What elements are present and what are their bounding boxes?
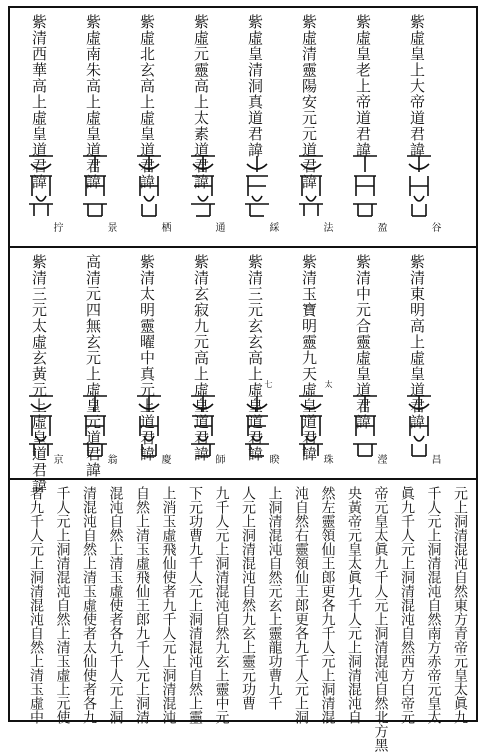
- entry-tag: 慶: [159, 454, 170, 464]
- margin-note: 七: [264, 380, 273, 388]
- seal-glyph: [404, 150, 434, 220]
- seal-glyph: [26, 390, 56, 460]
- entry-text: 紫清中元合靈虛皇道君諱: [354, 254, 372, 430]
- text-column: 帝元皇太眞九千人元上洞清混沌自然北方黑: [372, 486, 389, 752]
- seal-glyph: [188, 390, 218, 460]
- entry-text: 高清元四無玄元上虛皇元道君諱: [84, 254, 102, 478]
- bottom-panel: [12, 484, 474, 752]
- text-column: 沌自然右靈領仙王郎更各九千人元上洞: [293, 486, 309, 724]
- seal-glyph: [242, 150, 272, 220]
- entry-tag: 瀅: [375, 454, 386, 464]
- entry-text: 紫清西華高上虛皇道君諱: [30, 14, 48, 190]
- seal-glyph: [188, 150, 218, 220]
- entry-tag: 通: [213, 222, 224, 232]
- middle-panel: [12, 250, 474, 494]
- entry-tag: 法: [321, 222, 332, 232]
- entry-text: 紫清太明靈曜中真元上道君諱: [138, 254, 156, 462]
- entry-tag: 綵: [267, 222, 278, 232]
- entry-text: 紫虛南朱高上虛皇道君諱: [84, 14, 102, 190]
- entry-tag: 昌: [429, 454, 440, 464]
- text-column: 者九千人元上洞清混沌自然上清玉虛中: [28, 486, 44, 724]
- entry-text: 紫虛北玄高上虛皇道君諱: [138, 14, 156, 190]
- entry-text: 紫清東明高上虛皇道君諱: [408, 254, 426, 430]
- seal-glyph: [404, 390, 434, 460]
- entry-text: 紫清玄寂九元高上虛皇道君諱: [192, 254, 210, 462]
- margin-note: 太: [324, 380, 333, 388]
- text-column: 人元上洞清混沌自然九玄上靈元功曹: [240, 486, 256, 710]
- top-panel: [12, 10, 474, 246]
- seal-glyph: [80, 390, 110, 460]
- entry-text: 紫虛皇清洞真道君諱: [246, 14, 264, 158]
- seal-glyph: [296, 150, 326, 220]
- entry-text: 紫虛清靈陽安元元道君諱: [300, 14, 318, 190]
- seal-glyph: [80, 150, 110, 220]
- entry-tag: 睽: [267, 454, 278, 464]
- text-column: 九千人元上洞清混沌自然九玄上靈中元: [213, 486, 230, 724]
- entry-tag: 景: [105, 222, 116, 232]
- entry-text: 紫清三元玄玄高上虛皇道君諱: [246, 254, 264, 462]
- seal-glyph: [134, 390, 164, 460]
- text-column: 千人元上洞清混沌自然南方赤帝元皇太: [425, 486, 442, 724]
- text-column: 混沌自然上清玉虛使者各九千人元上洞: [107, 486, 124, 724]
- entry-tag: 拧: [51, 222, 62, 232]
- text-column: 眞九千人元上洞清混沌自然西方白帝元: [399, 486, 415, 724]
- text-column: 央黃帝元皇太眞九千人元上洞清混沌自: [346, 486, 362, 724]
- seal-glyph: [350, 390, 380, 460]
- divider-top: [8, 246, 478, 248]
- seal-glyph: [350, 150, 380, 220]
- entry-tag: 盈: [375, 222, 386, 232]
- seal-glyph: [134, 150, 164, 220]
- entry-tag: 珠: [321, 454, 332, 464]
- entry-text: 紫清三元太虛玄黃元上虛皇道君諱: [30, 254, 48, 494]
- text-column: 下元功曹九千人元上洞清混沌自然上靈: [187, 486, 203, 724]
- text-column: 元上洞清混沌自然東方青帝元皇太眞九: [452, 486, 468, 724]
- entry-tag: 師: [213, 454, 224, 464]
- text-column: 上洞清混沌自然元玄上靈龍功曹九千: [266, 486, 283, 710]
- text-column: 上消玉虛飛仙使者九千人元上洞清混沌: [160, 486, 177, 724]
- seal-glyph: [242, 390, 272, 460]
- text-column: 然左靈領仙王郎更各九千人元上洞清混: [319, 486, 336, 724]
- divider-bottom: [8, 478, 478, 480]
- seal-glyph: [26, 150, 56, 220]
- text-column: 千人元上洞清混沌自然上清玉虛上元使: [54, 486, 71, 724]
- entry-text: 紫虛元靈高上太素道君諱: [192, 14, 210, 190]
- text-column: 清混沌自然上清玉虛使者太仙使者各九: [81, 486, 97, 724]
- entry-tag: 京: [51, 454, 62, 464]
- seal-glyph: [296, 390, 326, 460]
- text-column: 自然上清玉虛飛仙王郎九千人元上洞清: [134, 486, 150, 724]
- entry-tag: 翁: [105, 454, 116, 464]
- entry-text: 紫虛皇老上帝道君諱: [354, 14, 372, 158]
- entry-tag: 谷: [429, 222, 440, 232]
- entry-tag: 栖: [159, 222, 170, 232]
- entry-text: 紫虛皇上大帝道君諱: [408, 14, 426, 158]
- entry-text: 紫清玉寶明靈九天虛皇道君諱: [300, 254, 318, 462]
